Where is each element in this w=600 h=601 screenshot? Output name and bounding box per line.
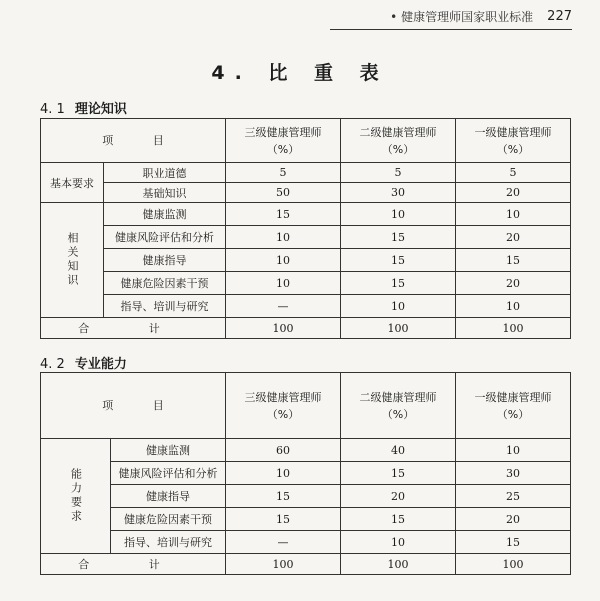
table-row [41, 462, 571, 485]
row-item: 健康风险评估和分析 [111, 462, 226, 485]
total-row [41, 554, 571, 575]
col-level-3-name: 三级健康管理师 [244, 390, 322, 404]
cell-value: 15 [341, 272, 456, 295]
cell-value: 15 [226, 508, 341, 531]
section-1-title: 理论知识 [74, 102, 127, 117]
col-level-3-name: 三级健康管理师 [244, 125, 322, 139]
group-ability: 能力要求 [69, 468, 83, 524]
table-row [41, 183, 571, 203]
cell-value: 30 [341, 183, 456, 203]
table-header-row [41, 373, 571, 439]
row-item: 指导、培训与研究 [104, 295, 226, 318]
header-bullet: • [390, 9, 398, 24]
cell-value: 10 [341, 531, 456, 554]
cell-value: — [226, 295, 341, 318]
col-unit: （%） [266, 142, 300, 156]
row-item: 健康危险因素干预 [104, 272, 226, 295]
row-item: 健康监测 [104, 203, 226, 226]
section-2-number: 4. 2 [40, 357, 65, 372]
table-row [41, 439, 571, 462]
theory-knowledge-table [40, 118, 571, 339]
row-item: 职业道德 [104, 163, 226, 183]
cell-value: — [226, 531, 341, 554]
section-2-heading [40, 353, 127, 372]
cell-value: 10 [456, 203, 571, 226]
page-title: 4. 比 重 表 [211, 62, 389, 84]
total-value: 100 [456, 554, 571, 575]
cell-value: 20 [456, 226, 571, 249]
total-value: 100 [226, 554, 341, 575]
total-label: 合 计 [41, 318, 226, 339]
cell-value: 15 [226, 485, 341, 508]
table-row [41, 226, 571, 249]
group-basic: 基本要求 [41, 163, 104, 203]
total-label: 合 计 [41, 554, 226, 575]
professional-ability-table [40, 372, 571, 575]
running-header [330, 8, 572, 30]
table-row [41, 531, 571, 554]
total-value: 100 [226, 318, 341, 339]
cell-value: 10 [226, 462, 341, 485]
cell-value: 20 [341, 485, 456, 508]
col-unit: （%） [381, 407, 415, 421]
cell-value: 20 [456, 508, 571, 531]
col-unit: （%） [496, 142, 530, 156]
section-1-number: 4. 1 [40, 102, 65, 117]
cell-value: 15 [226, 203, 341, 226]
table-row [41, 295, 571, 318]
row-item: 健康指导 [104, 249, 226, 272]
cell-value: 10 [341, 295, 456, 318]
cell-value: 10 [456, 439, 571, 462]
col-level-2-name: 二级健康管理师 [359, 125, 437, 139]
col-level-1-name: 一级健康管理师 [474, 390, 552, 404]
row-item: 健康风险评估和分析 [104, 226, 226, 249]
col-unit: （%） [381, 142, 415, 156]
col-level-2 [341, 119, 456, 163]
cell-value: 10 [226, 226, 341, 249]
table-row [41, 163, 571, 183]
group-related: 相关知识 [66, 232, 79, 288]
row-item: 指导、培训与研究 [111, 531, 226, 554]
cell-value: 10 [226, 272, 341, 295]
col-project: 项 目 [41, 373, 226, 439]
cell-value: 15 [341, 226, 456, 249]
col-level-3 [226, 119, 341, 163]
table-row [41, 508, 571, 531]
table-row [41, 249, 571, 272]
col-unit: （%） [496, 407, 530, 421]
page-number: 227 [547, 9, 572, 24]
cell-value: 20 [456, 183, 571, 203]
table-row [41, 203, 571, 226]
total-value: 100 [456, 318, 571, 339]
col-level-1 [456, 119, 571, 163]
header-title: 健康管理师国家职业标准 [401, 10, 534, 24]
cell-value: 50 [226, 183, 341, 203]
col-level-2-name: 二级健康管理师 [359, 390, 437, 404]
cell-value: 5 [226, 163, 341, 183]
cell-value: 10 [226, 249, 341, 272]
group-ability-cell [41, 439, 111, 554]
row-item: 健康指导 [111, 485, 226, 508]
group-related-cell [41, 203, 104, 318]
table-header-row [41, 119, 571, 163]
cell-value: 60 [226, 439, 341, 462]
section-1-heading [40, 98, 127, 117]
total-row [41, 318, 571, 339]
cell-value: 15 [341, 462, 456, 485]
col-level-2 [341, 373, 456, 439]
cell-value: 25 [456, 485, 571, 508]
cell-value: 15 [456, 249, 571, 272]
cell-value: 15 [341, 249, 456, 272]
table-row [41, 485, 571, 508]
row-item: 健康监测 [111, 439, 226, 462]
col-project: 项 目 [41, 119, 226, 163]
cell-value: 15 [456, 531, 571, 554]
total-value: 100 [341, 318, 456, 339]
cell-value: 40 [341, 439, 456, 462]
cell-value: 15 [341, 508, 456, 531]
col-level-1-name: 一级健康管理师 [474, 125, 552, 139]
row-item: 健康危险因素干预 [111, 508, 226, 531]
col-level-3 [226, 373, 341, 439]
cell-value: 5 [341, 163, 456, 183]
cell-value: 10 [341, 203, 456, 226]
cell-value: 20 [456, 272, 571, 295]
col-level-1 [456, 373, 571, 439]
table-row [41, 272, 571, 295]
col-unit: （%） [266, 407, 300, 421]
total-value: 100 [341, 554, 456, 575]
cell-value: 5 [456, 163, 571, 183]
cell-value: 10 [456, 295, 571, 318]
section-2-title: 专业能力 [74, 357, 127, 372]
row-item: 基础知识 [104, 183, 226, 203]
cell-value: 30 [456, 462, 571, 485]
